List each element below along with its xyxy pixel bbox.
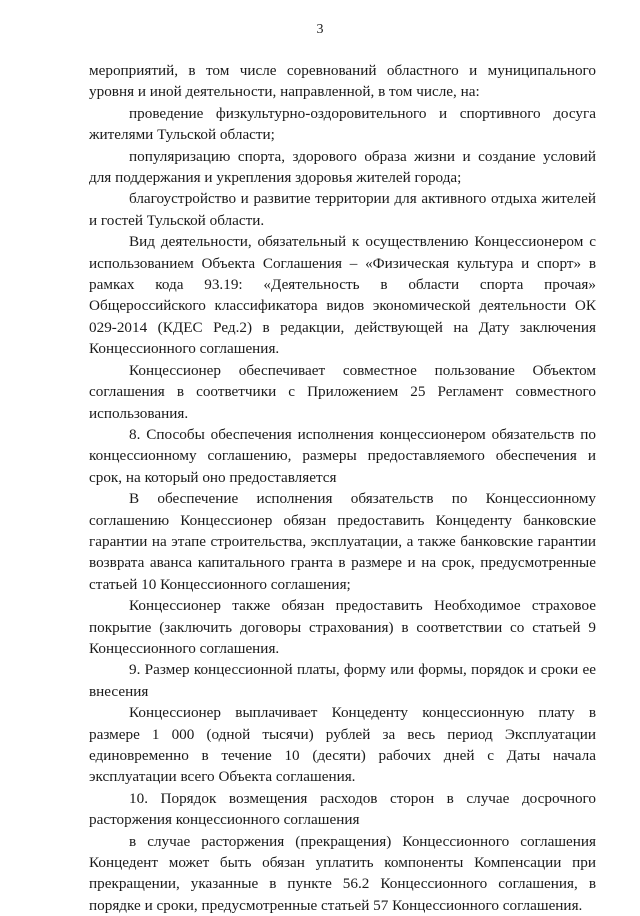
paragraph: популяризацию спорта, здорового образа жизни и создание условий для поддержания и укрепления здоровья жителей города; (89, 147, 596, 187)
page-number: 3 (316, 22, 324, 37)
paragraph: Концессионер также обязан предоставить Необходимое страховое покрытие (заключить договоры страхования) в соответствии со статьей 9 Концессионного соглашения. (89, 597, 596, 657)
paragraph: благоустройство и развитие территории для активного отдыха жителей и гостей Тульской области. (89, 190, 596, 229)
paragraph: в случае расторжения (прекращения) Концессионного соглашения Концедент может быть обязан уплатить компоненты Компенсации при прекращении, указанные в пункте 56.2 Концессионного соглашения, в порядке и сроки, предусмотренные статьей 57 Концессионного соглашения. (89, 832, 596, 914)
paragraph: 8. Способы обеспечения исполнения концессионером обязательств по концессионному соглашению, размеры предоставляемого обеспечения и срок, на который оно предоставляется (89, 425, 596, 486)
document-body (89, 60, 596, 916)
paragraph: проведение физкультурно-оздоровительного и спортивного досуга жителями Тульской области; (89, 104, 596, 144)
paragraph: Концессионер выплачивает Концеденту концессионную плату в размере 1 000 (одной тысячи) рублей за весь период Эксплуатации единовременно в течение 10 (десяти) рабочих дней с Даты начала эксплуатации всего Объекта соглашения. (89, 704, 596, 786)
paragraph: мероприятий, в том числе соревнований областного и муниципального уровня и иной деятельности, направленной, в том числе, на: (89, 62, 596, 101)
paragraph: В обеспечение исполнения обязательств по Концессионному соглашению Концессионер обязан предоставить Концеденту банковские гарантии на этапе строительства, эксплуатации, а также банковские гарантии возврата аванса капитального гранта в размере и на срок, предусмотренные статьей 10 Концессионного соглашения; (89, 490, 596, 593)
paragraph: 9. Размер концессионной платы, форму или формы, порядок и сроки ее внесения (89, 661, 596, 700)
paragraph: Концессионер обеспечивает совместное пользование Объектом соглашения в соответчики с Приложением 25 Регламент совместного использования. (89, 361, 596, 422)
paragraph: 10. Порядок возмещения расходов сторон в случае досрочного расторжения концессионного соглашения (89, 789, 596, 829)
paragraph: Вид деятельности, обязательный к осуществлению Концессионером с использованием Объекта Соглашения – «Физическая культура и спорт» в рамках кода 93.19: «Деятельность в области спорта прочая» Общероссийского классификатора видов экономической деятельности ОК 029-2014 (КДЕС Ред.2) в редакции, действующей на Дату заключения Концессионного соглашения. (89, 233, 596, 358)
